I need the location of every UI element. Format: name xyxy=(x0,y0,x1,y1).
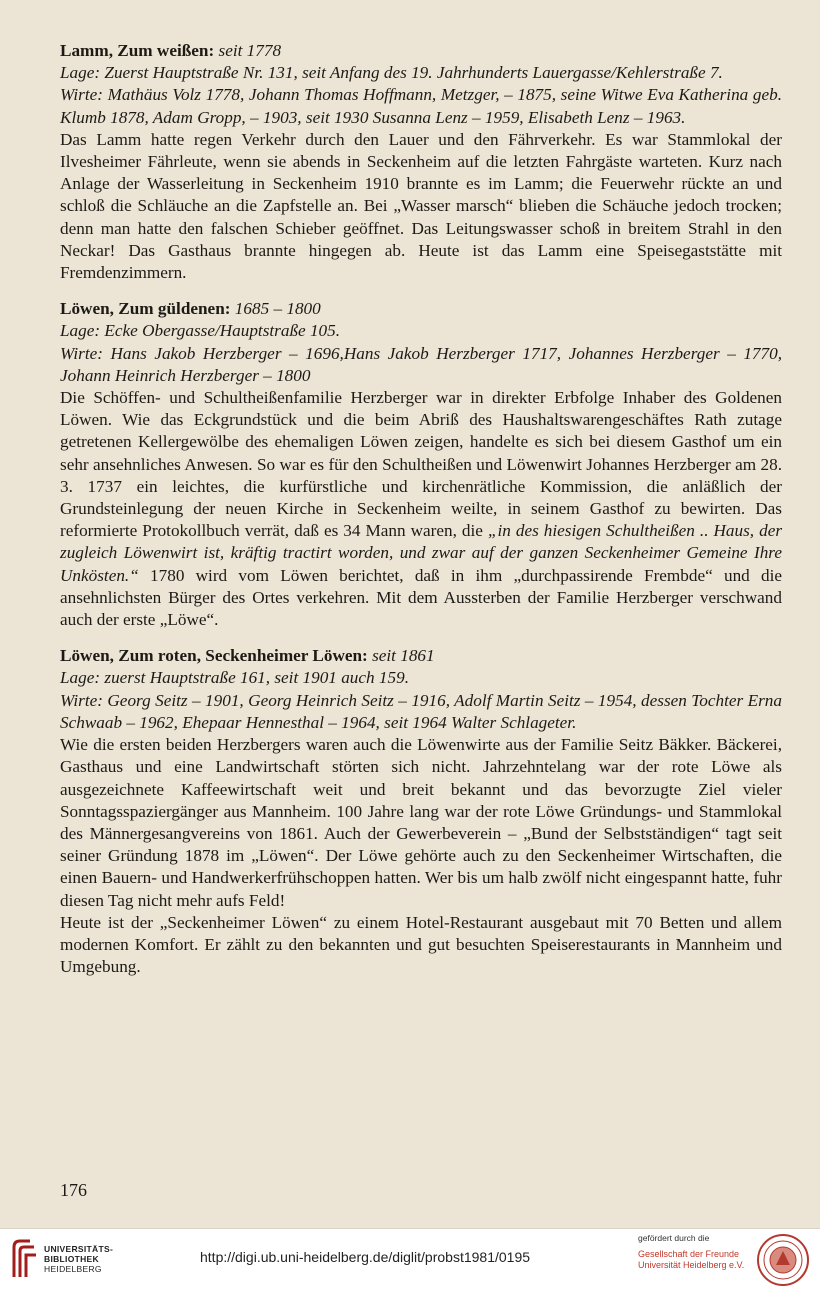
library-name[interactable] xyxy=(44,1244,113,1274)
entry-body: Heute ist der „Seckenheimer Löwen“ zu einem Hotel-Restaurant ausgebaut mit 70 Betten und allem modernen Komfort. Er zählt zu den bekannten und gut besuchten Speiserestaurants in Mannheim und Umgebung. xyxy=(60,912,782,977)
entry-heading xyxy=(60,645,782,667)
ub-heidelberg-logo-icon[interactable] xyxy=(8,1237,40,1281)
footer-bar xyxy=(0,1228,820,1290)
entry-since: 1685 – 1800 xyxy=(234,299,321,319)
library-name-line: UNIVERSITÄTS- xyxy=(44,1244,114,1254)
library-name-line: BIBLIOTHEK xyxy=(44,1254,99,1264)
entry-loewen-roten xyxy=(60,645,782,978)
entry-body: Das Lamm hatte regen Verkehr durch den Lauer und den Fährverkehr. Es war Stammlokal der Ilvesheimer Fährleute, wenn sie abends in Seckenheim auf die letzten Fahrgäste warteten. Kurz nach Anlage der Wasserleitung in Seckenheim 1910 brannte es im Lamm; die Feuerwehr rückte an und schloß die Schläuche an die Zapfstelle an. Bei „Wasser marsch“ blieben die Schäuche jedoch trocken; denn man hatte den falschen Schieber geöffnet. Das Leitungswasser schoß in breitem Strahl in den Neckar! Das Gasthaus brannte hingegen ab. Heute ist das Lamm eine Speisegaststätte mit Fremdenzimmern. xyxy=(60,129,782,283)
university-seal-icon[interactable] xyxy=(756,1233,810,1287)
entry-quote: „in des hiesigen Schultheißen .. Haus, der zugleich Löwenwirt ist, kräftig tractirt worden, und zwar auf der ganzen Seckenheimer Gemeine Ihre Unkösten.“ xyxy=(60,521,783,585)
entry-name: Löwen, Zum güldenen: xyxy=(60,299,231,319)
entry-location: Lage: Zuerst Hauptstraße Nr. 131, seit Anfang des 19. Jahrhunderts Lauergasse/Kehlerstraße 7. xyxy=(60,63,723,83)
entry-body: Wie die ersten beiden Herzbergers waren auch die Löwenwirte aus der Familie Seitz Bäkker. Bäckerei, Gasthaus und eine Landwirtschaft störten sich nicht. Jahrzehntelang war der rote Löwe als ausgezeichnete Kaffeewirtschaft weit und breit bekannt und das bevorzugte Ziel vieler Sonntagsspaziergänger aus Mannheim. 100 Jahre lang war der rote Löwe Gründungs- und Stammlokal des Männergesangvereins von 1861. Auch der Gewerbeverein – „Bund der Selbstständigen“ tagt seit seiner Gründung 1878 im „Löwen“. Der Löwe gehörte auch zu den Seckenheimer Wirtschaften, die einen Bauern- und Handwerkerfrühschoppen hatten. Wer bis um halb zwölf nicht eingespannt hatte, fuhr diesen Tag nicht mehr aufs Feld! xyxy=(60,735,782,910)
entry-since: seit 1861 xyxy=(372,646,435,666)
entry-location: Lage: zuerst Hauptstraße 161, seit 1901 auch 159. xyxy=(60,668,409,688)
entry-name: Lamm, Zum weißen: xyxy=(60,41,215,60)
library-name-line: HEIDELBERG xyxy=(44,1264,102,1274)
entry-innkeepers: Wirte: Georg Seitz – 1901, Georg Heinrich Seitz – 1916, Adolf Martin Seitz – 1954, dessen Tochter Erna Schwaab – 1962, Ehepaar Hennesthal – 1964, seit 1964 Walter Schlageter. xyxy=(60,690,782,732)
entry-name: Löwen, Zum roten, Seckenheimer Löwen: xyxy=(60,646,368,666)
entry-heading xyxy=(60,298,782,320)
entry-body-text: Die Schöffen- und Schultheißenfamilie Herzberger war in direkter Erbfolge Inhaber des Goldenen Löwen. Wie das Eckgrundstück und die beim Abriß des Haushaltswarengeschäftes Rath zutage getretenen Kellergewölbe des ehemaligen Löwen zeigen, handelte es sich bei diesem Gasthof um ein sehr ansehnliches Anwesen. So war es für den Schultheißen und Löwenwirt Johannes Herzberger am 28. 3. 1737 ein leichtes, die kurfürstliche und kirchenrätliche Kommission, die anläßlich der Grundsteinlegung der neuen Kirche in Seckenheim weilte, in seinem Gasthof zu bewirten. Das reformierte Protokollbuch verrät, daß es 34 Mann waren, die xyxy=(60,388,782,541)
entry-location: Lage: Ecke Obergasse/Hauptstraße 105. xyxy=(60,321,341,341)
page-text xyxy=(60,40,782,992)
entry-innkeepers: Wirte: Mathäus Volz 1778, Johann Thomas Hoffmann, Metzger, – 1875, seine Witwe Eva Katherina geb. Klumb 1878, Adam Gropp, – 1903, seit 1930 Susanna Lenz – 1959, Elisabeth Lenz – 1963. xyxy=(60,85,782,127)
entry-heading xyxy=(60,40,782,62)
entry-body-text: 1780 wird vom Löwen berichtet, daß in ihm „durchpassirende Frembde“ und die ansehnlichsten Bürger des Ortes verkehren. Mit dem Aussterben der Familie Herzberger verschwand auch der erste „Löwe“. xyxy=(60,565,782,630)
entry-innkeepers: Wirte: Hans Jakob Herzberger – 1696,Hans Jakob Herzberger 1717, Johannes Herzberger – 1770, Johann Heinrich Herzberger – 1800 xyxy=(60,343,782,385)
sponsor-name-line: Universität Heidelberg e.V. xyxy=(638,1260,745,1270)
sponsor-name[interactable] xyxy=(638,1249,744,1271)
entry-loewen-gueldenen xyxy=(60,298,782,631)
entry-body xyxy=(60,387,782,631)
permalink-url[interactable]: http://digi.ub.uni-heidelberg.de/diglit/probst1981/0195 xyxy=(200,1249,531,1265)
entry-since: seit 1778 xyxy=(218,41,282,60)
sponsor-label: gefördert durch die xyxy=(638,1233,710,1243)
sponsor-name-line: Gesellschaft der Freunde xyxy=(638,1249,740,1259)
page-number: 176 xyxy=(60,1180,87,1200)
entry-lamm xyxy=(60,40,782,284)
